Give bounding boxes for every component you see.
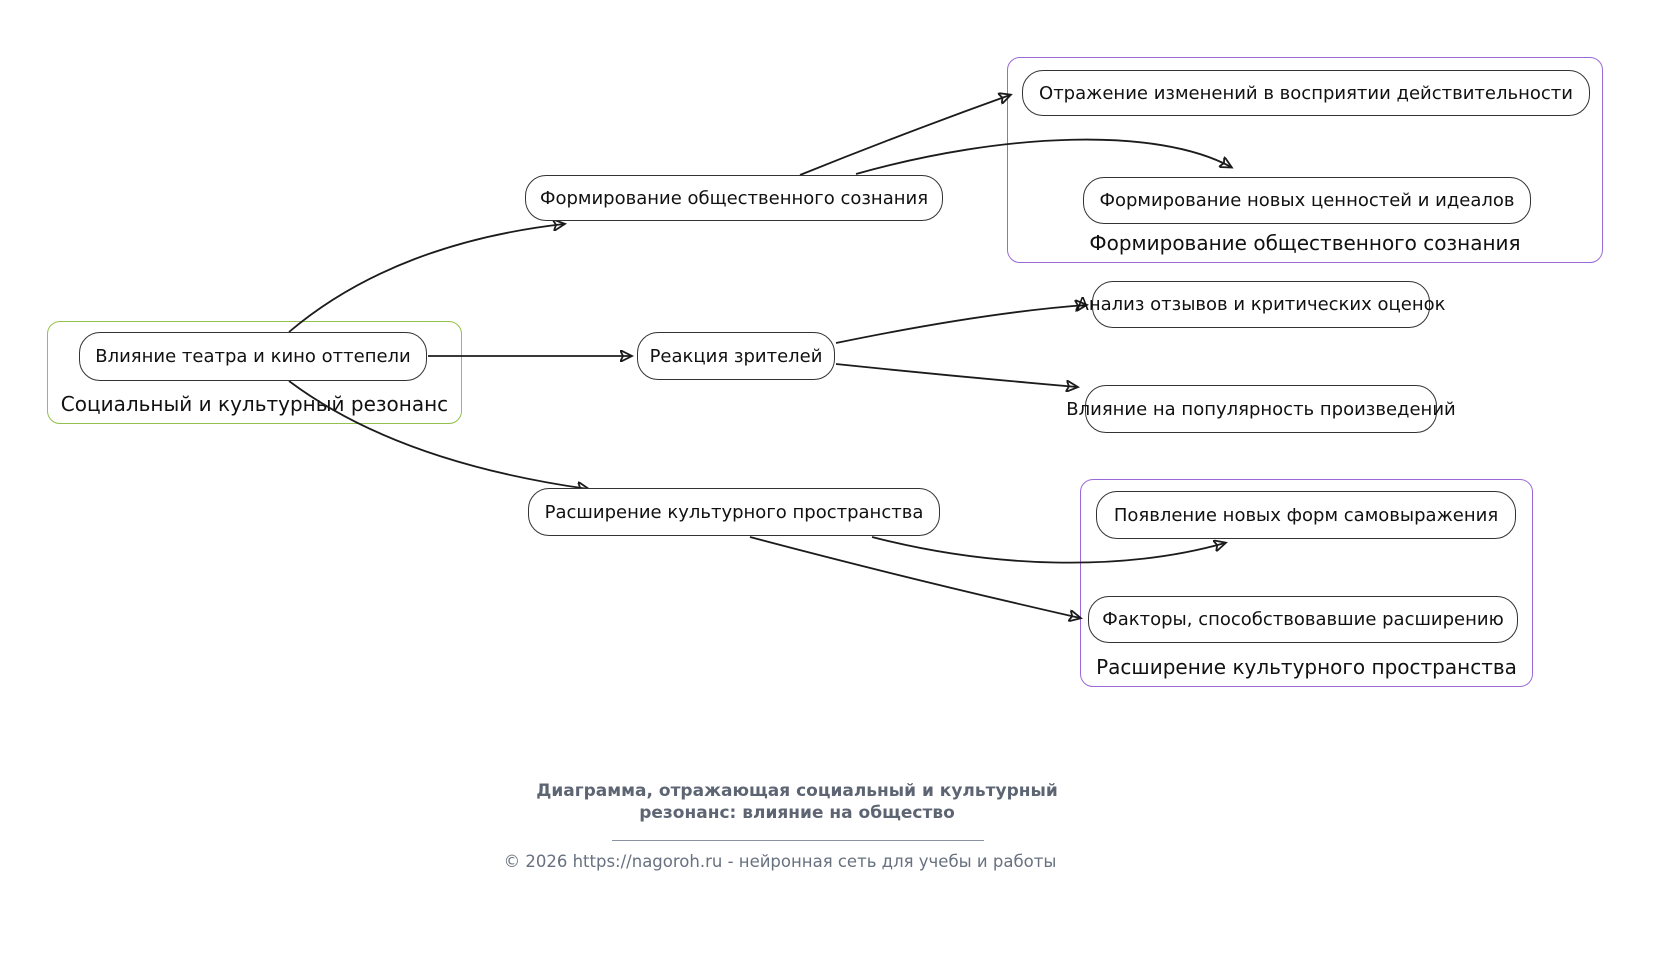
edge-reaction-analysis bbox=[836, 305, 1086, 343]
edge-expansion-factors bbox=[750, 537, 1080, 618]
node-reflection: Отражение изменений в восприятии действительности bbox=[1022, 70, 1590, 116]
node-expansion: Расширение культурного пространства bbox=[528, 488, 940, 536]
edge-root-consciousness bbox=[289, 224, 564, 332]
node-root: Влияние театра и кино оттепели bbox=[79, 332, 427, 381]
caption-title-line1: Диаграмма, отражающая социальный и культурный bbox=[536, 781, 1058, 801]
caption-title-line2: резонанс: влияние на общество bbox=[639, 803, 955, 823]
caption-divider bbox=[612, 840, 984, 841]
node-self-expression: Появление новых форм самовыражения bbox=[1096, 491, 1516, 539]
caption-copyright: © 2026 https://nagoroh.ru - нейронная сеть для учебы и работы bbox=[503, 852, 1057, 871]
group-consciousness-label: Формирование общественного сознания bbox=[1089, 231, 1521, 255]
node-analysis: Анализ отзывов и критических оценок bbox=[1092, 281, 1430, 328]
edge-reaction-popularity bbox=[836, 364, 1077, 387]
node-factors: Факторы, способствовавшие расширению bbox=[1088, 596, 1518, 643]
group-expansion-label: Расширение культурного пространства bbox=[1096, 655, 1517, 679]
caption-title bbox=[447, 780, 1147, 824]
node-consciousness: Формирование общественного сознания bbox=[525, 175, 943, 221]
group-root-label: Социальный и культурный резонанс bbox=[60, 392, 449, 416]
edge-consciousness-reflection bbox=[800, 95, 1010, 175]
node-values: Формирование новых ценностей и идеалов bbox=[1083, 177, 1531, 224]
node-reaction: Реакция зрителей bbox=[637, 332, 835, 380]
node-popularity: Влияние на популярность произведений bbox=[1085, 385, 1437, 433]
